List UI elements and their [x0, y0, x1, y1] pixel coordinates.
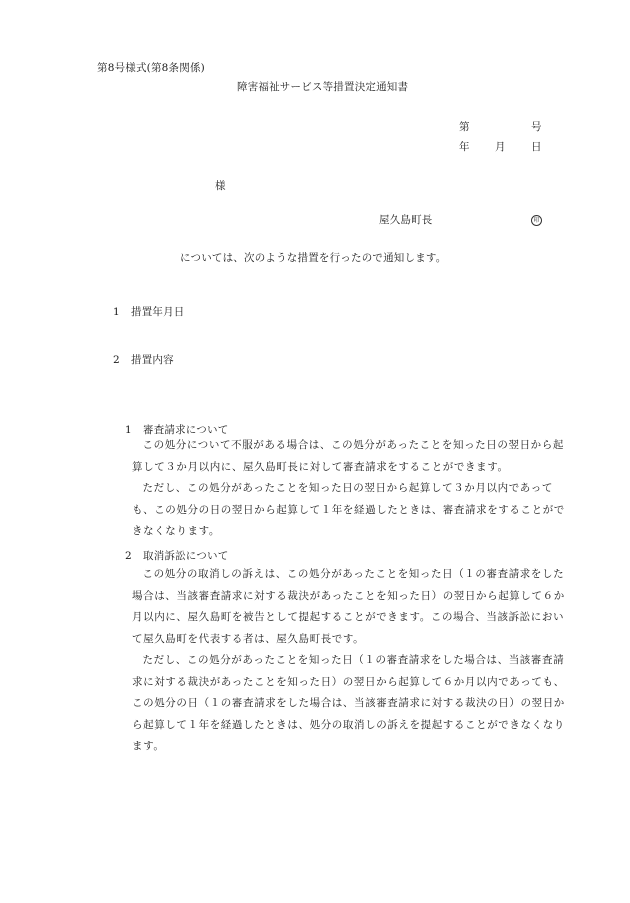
- note-number: 1: [125, 424, 132, 436]
- item-label-measure-content: 措置内容: [131, 354, 174, 366]
- note-heading-review-request: 審査請求について: [143, 424, 229, 436]
- intro-text: については、次のような措置を行ったので通知します。: [180, 252, 447, 264]
- note-paragraph: ただし、この処分があったことを知った日の翌日から起算して３か月以内であっても、この処分の日の翌日から起算して１年を経過したときは、審査請求をすることができなくなります。: [132, 482, 565, 537]
- form-label: 第8号様式(第8条関係): [97, 62, 205, 74]
- note-paragraph: この処分の取消しの訴えは、この処分があったことを知った日（１の審査請求をした場合は、当該審査請求に対する裁決があったことを知った日）の翌日から起算して６か月以内に、屋久島町を被告として提起することができます。この場合、当該訴訟において屋久島町を代表する者は、屋久島町長です。: [132, 568, 565, 645]
- note-paragraph: ただし、この処分があったことを知った日（１の審査請求をした場合は、当該審査請求に対する裁決があったことを知った日）の翌日から起算して６か月以内であっても、この処分の日（１の審査請求をした場合は、当該審査請求に対する裁決の日）の翌日から起算して１年を経過したときは、処分の取消しの訴えを提起することができなくなります。: [132, 654, 565, 752]
- note-heading-revocation-suit: 取消訴訟について: [143, 550, 229, 562]
- item-number: 1: [113, 306, 120, 318]
- date-month: 月: [495, 141, 506, 153]
- issuer-name: 屋久島町長: [379, 214, 433, 226]
- seal-icon: 印: [531, 215, 542, 226]
- document-title: 障害福祉サービス等措置決定通知書: [237, 81, 409, 93]
- item-number: 2: [113, 354, 120, 366]
- note-number: 2: [125, 550, 132, 562]
- doc-number-dai: 第: [459, 121, 470, 133]
- addressee-suffix: 様: [215, 180, 226, 192]
- note-body-review-request: [132, 435, 568, 543]
- item-label-measure-date: 措置年月日: [131, 306, 185, 318]
- doc-number-go: 号: [531, 121, 542, 133]
- note-paragraph: この処分について不服がある場合は、この処分があったことを知った日の翌日から起算して３か月以内に、屋久島町長に対して審査請求をすることができます。: [132, 439, 564, 473]
- date-year: 年: [459, 141, 470, 153]
- date-day: 日: [531, 141, 542, 153]
- note-body-revocation-suit: [132, 564, 568, 758]
